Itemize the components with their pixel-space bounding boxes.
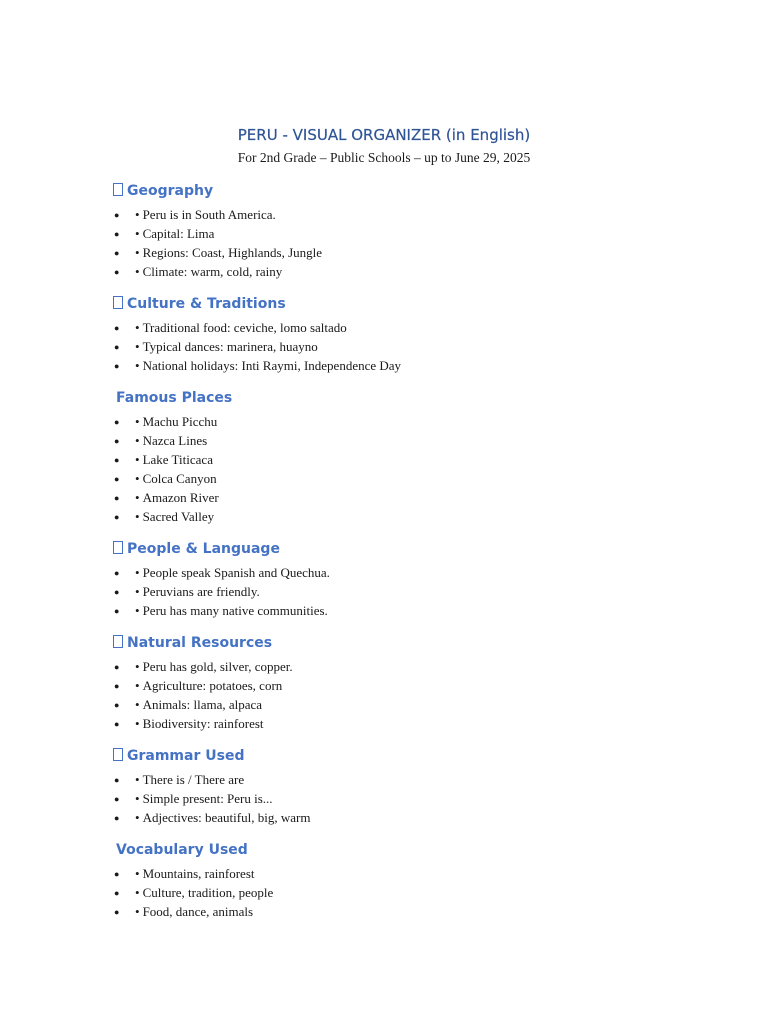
- section-geography: [113, 182, 713, 281]
- list-item-text: Nazca Lines: [142, 433, 208, 448]
- missing-glyph-icon: [113, 296, 123, 309]
- bullet-list: [113, 318, 713, 375]
- bullet-list: [113, 205, 713, 281]
- inline-bullet-icon: •: [135, 791, 140, 806]
- section-heading-text: Grammar Used: [127, 748, 245, 764]
- list-item: [113, 224, 713, 243]
- section-heading: [113, 841, 713, 859]
- list-item: [113, 902, 713, 921]
- list-item: [113, 657, 713, 676]
- inline-bullet-icon: •: [135, 697, 140, 712]
- section-heading: [113, 389, 713, 407]
- section-natural-resources: [113, 634, 713, 733]
- section-grammar-used: [113, 747, 713, 827]
- list-item-text: Simple present: Peru is...: [142, 791, 273, 806]
- list-item-text: Biodiversity: rainforest: [142, 716, 264, 731]
- bullet-icon: ●: [114, 813, 120, 823]
- inline-bullet-icon: •: [135, 339, 140, 354]
- section-heading: [113, 540, 713, 558]
- list-item: [113, 808, 713, 827]
- list-item-text: Mountains, rainforest: [142, 866, 255, 881]
- list-item-text: National holidays: Inti Raymi, Independence Day: [142, 358, 402, 373]
- list-item-text: Peru is in South America.: [142, 207, 276, 222]
- bullet-icon: ●: [114, 417, 120, 427]
- list-item-text: Agriculture: potatoes, corn: [142, 678, 283, 693]
- bullet-icon: ●: [114, 267, 120, 277]
- list-item-text: Climate: warm, cold, rainy: [142, 264, 283, 279]
- bullet-icon: ●: [114, 888, 120, 898]
- list-item: [113, 243, 713, 262]
- list-item: [113, 488, 713, 507]
- list-item-text: Colca Canyon: [142, 471, 217, 486]
- list-item-text: Animals: llama, alpaca: [142, 697, 263, 712]
- list-item-text: Amazon River: [142, 490, 219, 505]
- inline-bullet-icon: •: [135, 866, 140, 881]
- bullet-icon: ●: [114, 907, 120, 917]
- list-item-text: Capital: Lima: [142, 226, 215, 241]
- bullet-icon: ●: [114, 323, 120, 333]
- list-item: [113, 714, 713, 733]
- bullet-icon: ●: [114, 342, 120, 352]
- inline-bullet-icon: •: [135, 584, 140, 599]
- inline-bullet-icon: •: [135, 490, 140, 505]
- list-item-text: Peru has gold, silver, copper.: [142, 659, 293, 674]
- section-heading-text: Natural Resources: [127, 635, 273, 651]
- bullet-icon: ●: [114, 700, 120, 710]
- bullet-icon: ●: [114, 436, 120, 446]
- list-item-text: Peru has many native communities.: [142, 603, 328, 618]
- list-item: [113, 337, 713, 356]
- inline-bullet-icon: •: [135, 358, 140, 373]
- list-item: [113, 205, 713, 224]
- list-item: [113, 695, 713, 714]
- list-item: [113, 469, 713, 488]
- section-famous-places: [113, 389, 713, 526]
- document-subtitle: For 2nd Grade – Public Schools – up to June 29, 2025: [237, 150, 531, 165]
- list-item: [113, 507, 713, 526]
- inline-bullet-icon: •: [135, 603, 140, 618]
- list-item: [113, 789, 713, 808]
- list-item-text: Culture, tradition, people: [142, 885, 274, 900]
- inline-bullet-icon: •: [135, 471, 140, 486]
- list-item: [113, 318, 713, 337]
- inline-bullet-icon: •: [135, 207, 140, 222]
- missing-glyph-icon: [113, 635, 123, 648]
- inline-bullet-icon: •: [135, 885, 140, 900]
- bullet-list: [113, 657, 713, 733]
- bullet-icon: ●: [114, 512, 120, 522]
- bullet-list: [113, 412, 713, 526]
- list-item: [113, 563, 713, 582]
- list-item-text: Food, dance, animals: [142, 904, 254, 919]
- list-item-text: People speak Spanish and Quechua.: [142, 565, 330, 580]
- list-item: [113, 770, 713, 789]
- list-item-text: There is / There are: [142, 772, 245, 787]
- list-item-text: Lake Titicaca: [142, 452, 213, 467]
- inline-bullet-icon: •: [135, 904, 140, 919]
- list-item: [113, 356, 713, 375]
- bullet-list: [113, 563, 713, 620]
- bullet-icon: ●: [114, 229, 120, 239]
- bullet-icon: ●: [114, 493, 120, 503]
- section-culture-traditions: [113, 295, 713, 375]
- section-heading: [113, 295, 713, 313]
- list-item: [113, 450, 713, 469]
- list-item: [113, 864, 713, 883]
- list-item: [113, 262, 713, 281]
- section-heading-text: Geography: [127, 183, 214, 199]
- inline-bullet-icon: •: [135, 716, 140, 731]
- bullet-icon: ●: [114, 248, 120, 258]
- inline-bullet-icon: •: [135, 509, 140, 524]
- inline-bullet-icon: •: [135, 414, 140, 429]
- list-item-text: Peruvians are friendly.: [142, 584, 260, 599]
- inline-bullet-icon: •: [135, 659, 140, 674]
- inline-bullet-icon: •: [135, 433, 140, 448]
- bullet-icon: ●: [114, 662, 120, 672]
- inline-bullet-icon: •: [135, 810, 140, 825]
- bullet-icon: ●: [114, 719, 120, 729]
- bullet-icon: ●: [114, 869, 120, 879]
- bullet-icon: ●: [114, 775, 120, 785]
- missing-glyph-icon: [113, 183, 123, 196]
- missing-glyph-icon: [113, 748, 123, 761]
- list-item-text: Sacred Valley: [142, 509, 215, 524]
- bullet-icon: ●: [114, 474, 120, 484]
- section-heading: [113, 747, 713, 765]
- bullet-list: [113, 864, 713, 921]
- bullet-icon: ●: [114, 568, 120, 578]
- bullet-icon: ●: [114, 361, 120, 371]
- bullet-icon: ●: [114, 794, 120, 804]
- section-heading: [113, 182, 713, 200]
- inline-bullet-icon: •: [135, 226, 140, 241]
- bullet-icon: ●: [114, 210, 120, 220]
- list-item: [113, 431, 713, 450]
- section-people-language: [113, 540, 713, 620]
- section-heading-text: Vocabulary Used: [116, 842, 248, 858]
- inline-bullet-icon: •: [135, 452, 140, 467]
- bullet-icon: ●: [114, 606, 120, 616]
- section-vocabulary-used: [113, 841, 713, 921]
- list-item-text: Traditional food: ceviche, lomo saltado: [142, 320, 347, 335]
- inline-bullet-icon: •: [135, 678, 140, 693]
- section-heading-text: People & Language: [127, 541, 280, 557]
- section-heading: [113, 634, 713, 652]
- list-item: [113, 601, 713, 620]
- missing-glyph-icon: [113, 541, 123, 554]
- bullet-icon: ●: [114, 455, 120, 465]
- inline-bullet-icon: •: [135, 264, 140, 279]
- inline-bullet-icon: •: [135, 245, 140, 260]
- bullet-icon: ●: [114, 587, 120, 597]
- section-heading-text: Famous Places: [116, 390, 233, 406]
- list-item-text: Adjectives: beautiful, big, warm: [142, 810, 311, 825]
- list-item-text: Typical dances: marinera, huayno: [142, 339, 318, 354]
- bullet-list: [113, 770, 713, 827]
- list-item: [113, 582, 713, 601]
- document-title: PERU - VISUAL ORGANIZER (in English): [237, 126, 531, 144]
- bullet-icon: ●: [114, 681, 120, 691]
- inline-bullet-icon: •: [135, 565, 140, 580]
- list-item: [113, 883, 713, 902]
- inline-bullet-icon: •: [135, 772, 140, 787]
- list-item: [113, 676, 713, 695]
- list-item: [113, 412, 713, 431]
- section-heading-text: Culture & Traditions: [127, 296, 286, 312]
- list-item-text: Machu Picchu: [142, 414, 218, 429]
- inline-bullet-icon: •: [135, 320, 140, 335]
- list-item-text: Regions: Coast, Highlands, Jungle: [142, 245, 323, 260]
